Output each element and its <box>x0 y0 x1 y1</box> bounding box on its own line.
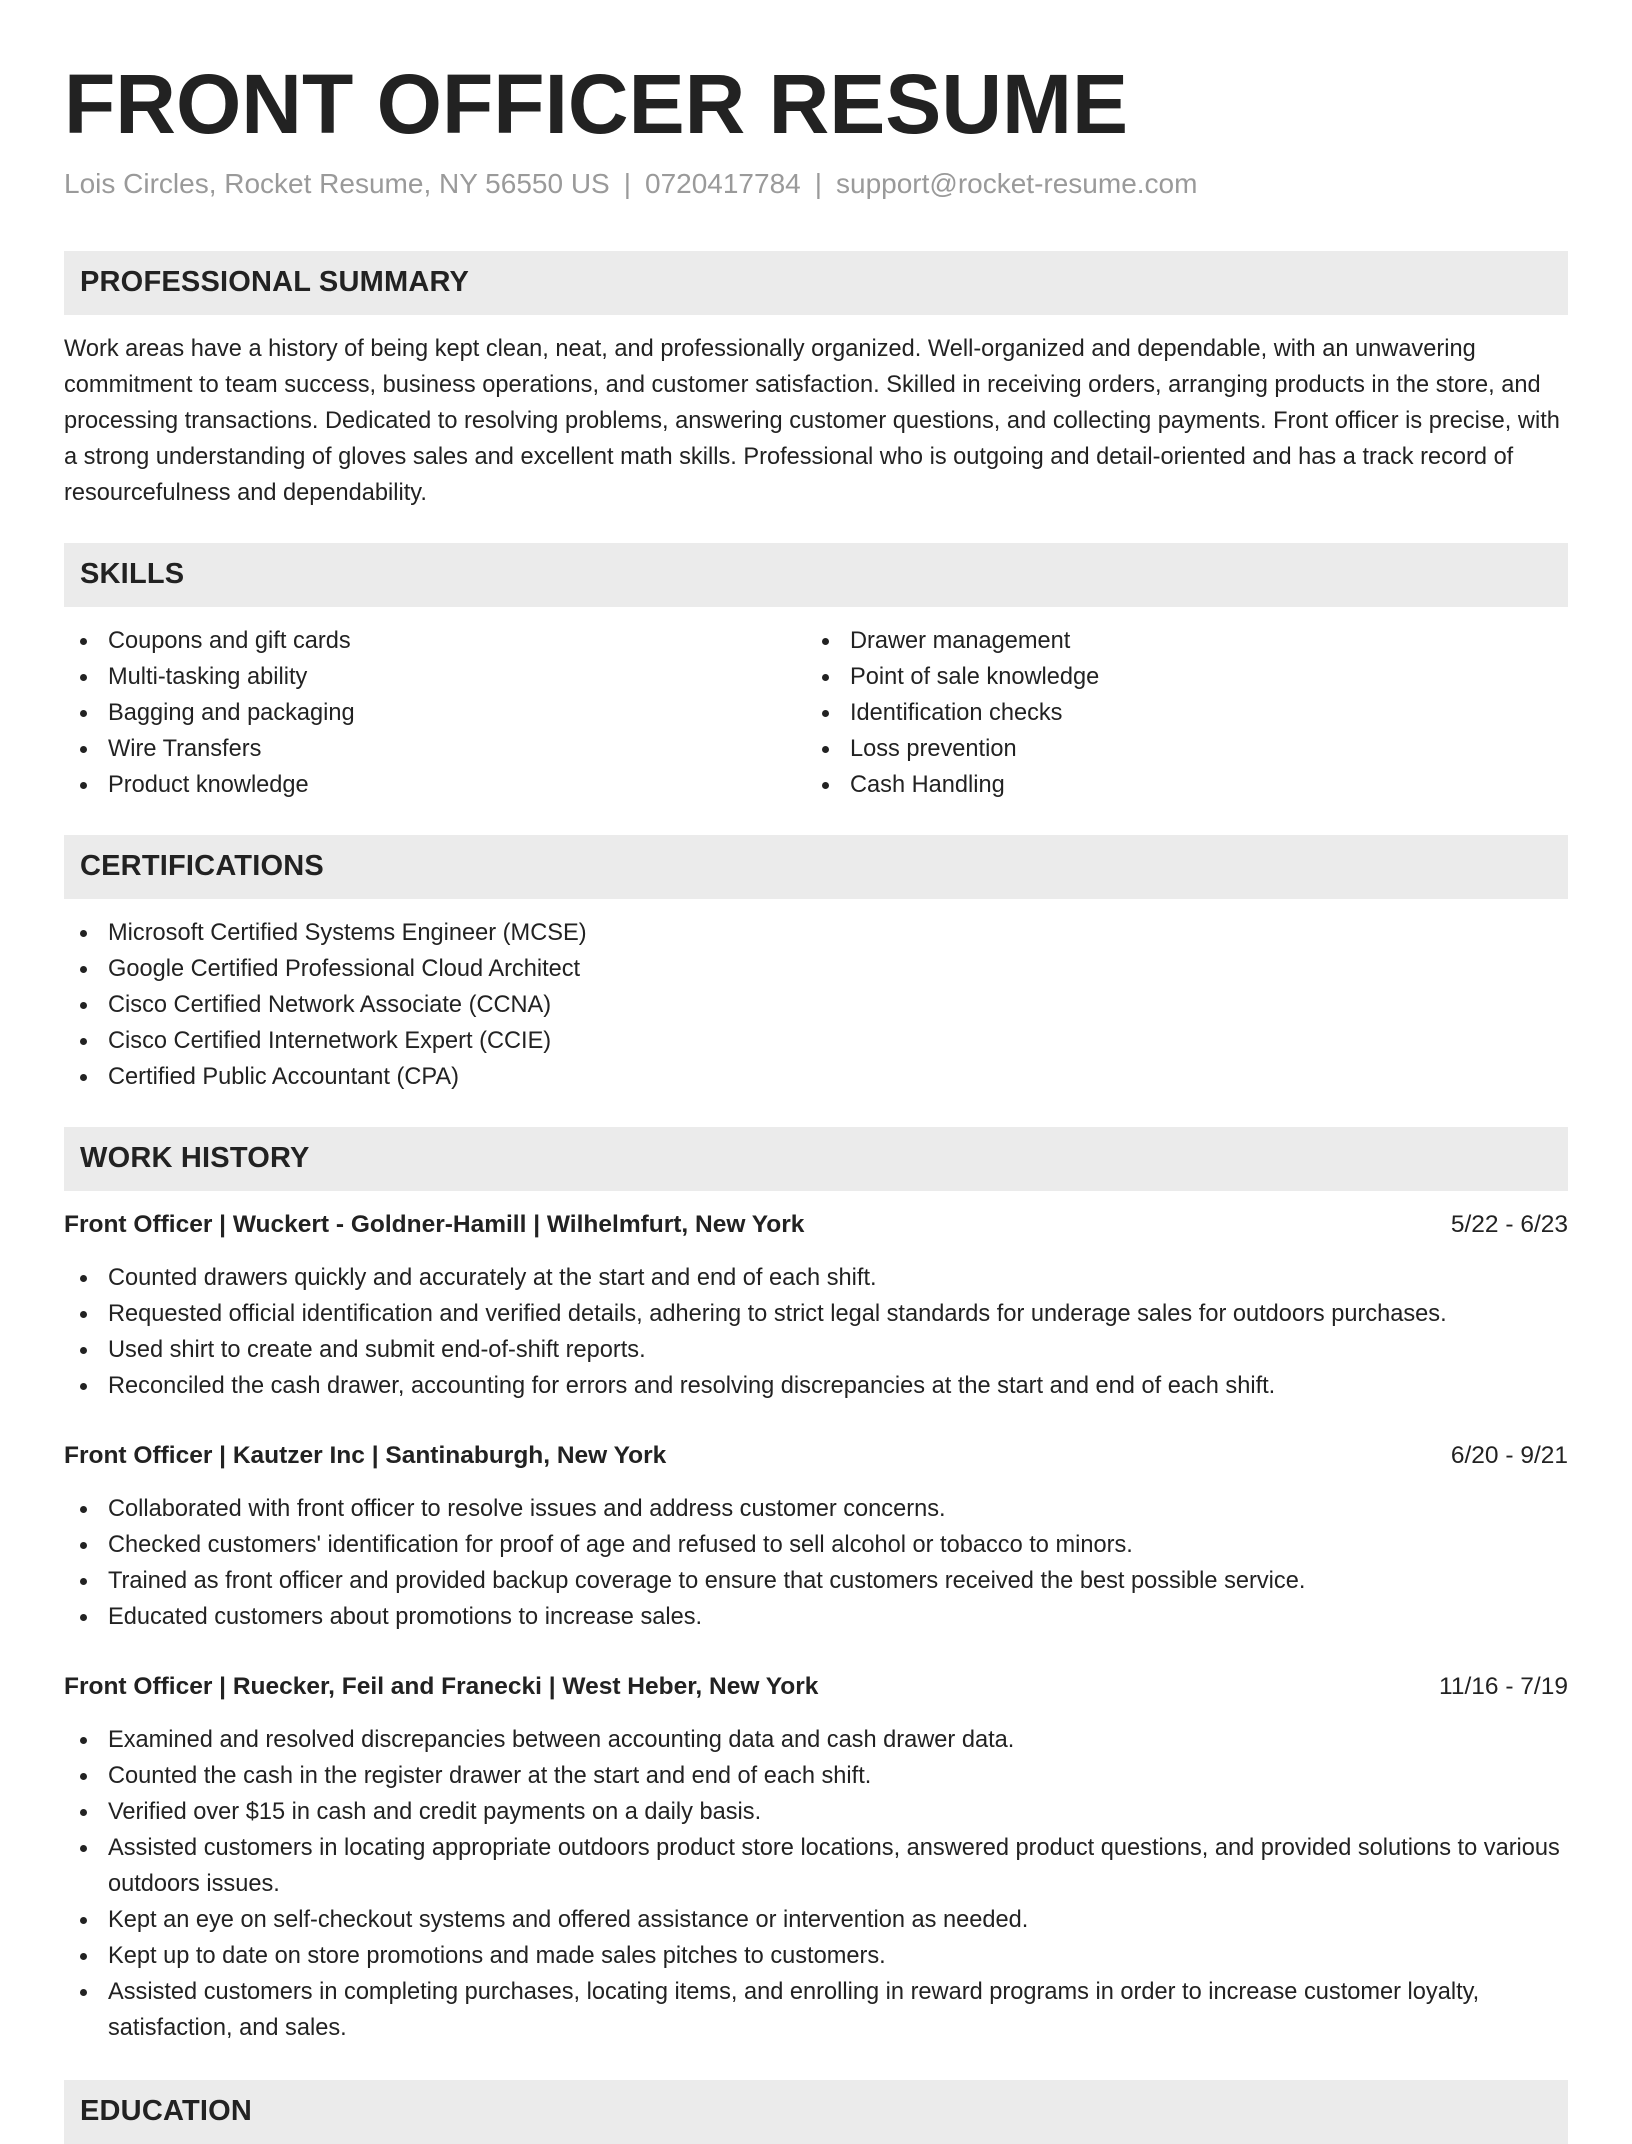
job-dates: 11/16 - 7/19 <box>1439 1672 1568 1700</box>
bullet-icon <box>80 1542 87 1549</box>
bullet-icon <box>822 782 829 789</box>
section-header-summary: PROFESSIONAL SUMMARY <box>64 251 1568 315</box>
job-title: Front Officer | Kautzer Inc | Santinaburgh, New York <box>64 1441 667 1469</box>
job-duty-text: Kept an eye on self-checkout systems and offered assistance or intervention as needed. <box>108 1906 1029 1933</box>
job-title: Front Officer | Wuckert - Goldner-Hamill | Wilhelmfurt, New York <box>64 1210 805 1238</box>
job-header <box>64 1669 1568 1705</box>
bullet-icon <box>80 1383 87 1390</box>
job-duty <box>64 1722 1568 1758</box>
bullet-icon <box>80 782 87 789</box>
bullet-icon <box>822 746 829 753</box>
job-duty <box>64 1296 1568 1332</box>
resume-page <box>64 0 1568 2144</box>
job-duty-text: Kept up to date on store promotions and made sales pitches to customers. <box>108 1942 886 1969</box>
bullet-icon <box>80 746 87 753</box>
bullet-icon <box>80 1347 87 1354</box>
skill-item <box>806 623 1548 659</box>
contact-separator: | <box>814 168 823 199</box>
job-entry <box>64 1438 1568 1635</box>
skills-list <box>64 623 1568 803</box>
skill-item <box>64 659 806 695</box>
bullet-icon <box>80 1953 87 1960</box>
bullet-icon <box>80 1578 87 1585</box>
contact-phone: 0720417784 <box>645 168 801 199</box>
job-duty <box>64 1938 1568 1974</box>
bullet-icon <box>80 1845 87 1852</box>
skill-item-text: Identification checks <box>850 699 1063 726</box>
job-duty-text: Assisted customers in locating appropriate outdoors product store locations, answered product questions, and provided solutions to various outdoors issues. <box>108 1834 1560 1897</box>
bullet-icon <box>80 1917 87 1924</box>
skill-item <box>806 731 1548 767</box>
skill-item-text: Wire Transfers <box>108 735 262 762</box>
section-header-skills: SKILLS <box>64 543 1568 607</box>
skills-column-right <box>806 623 1548 803</box>
job-duty-text: Trained as front officer and provided backup coverage to ensure that customers received the best possible service. <box>108 1567 1306 1594</box>
bullet-icon <box>80 638 87 645</box>
resume-title: FRONT OFFICER RESUME <box>64 57 1128 151</box>
section-header-work-history: WORK HISTORY <box>64 1127 1568 1191</box>
job-duty <box>64 1974 1568 2046</box>
skill-item-text: Drawer management <box>850 627 1071 654</box>
bullet-icon <box>80 1773 87 1780</box>
skill-item <box>64 695 806 731</box>
certifications-list <box>64 915 1568 1095</box>
bullet-icon <box>822 638 829 645</box>
skill-item <box>806 659 1548 695</box>
job-duty-text: Checked customers' identification for proof of age and refused to sell alcohol or tobacco to minors. <box>108 1531 1133 1558</box>
bullet-icon <box>80 1038 87 1045</box>
job-entry <box>64 1207 1568 1404</box>
bullet-icon <box>80 1311 87 1318</box>
job-duty-text: Counted drawers quickly and accurately at the start and end of each shift. <box>108 1264 877 1291</box>
certification-item <box>64 1059 1568 1095</box>
certification-item-text: Cisco Certified Internetwork Expert (CCIE) <box>108 1027 552 1054</box>
job-duties <box>64 1491 1568 1635</box>
job-duty <box>64 1794 1568 1830</box>
skill-item-text: Multi-tasking ability <box>108 663 308 690</box>
skills-column-left <box>64 623 806 803</box>
job-header <box>64 1438 1568 1474</box>
section-header-education: EDUCATION <box>64 2080 1568 2144</box>
job-duty-text: Collaborated with front officer to resolve issues and address customer concerns. <box>108 1495 946 1522</box>
bullet-icon <box>80 930 87 937</box>
contact-address: Lois Circles, Rocket Resume, NY 56550 US <box>64 168 610 199</box>
job-duty-text: Counted the cash in the register drawer at the start and end of each shift. <box>108 1762 872 1789</box>
job-duty <box>64 1332 1568 1368</box>
skill-item-text: Cash Handling <box>850 771 1005 798</box>
skill-item-text: Product knowledge <box>108 771 309 798</box>
skill-item-text: Loss prevention <box>850 735 1017 762</box>
skill-item <box>806 767 1548 803</box>
certification-item-text: Google Certified Professional Cloud Architect <box>108 955 581 982</box>
contact-email: support@rocket-resume.com <box>836 168 1198 199</box>
job-entry <box>64 1669 1568 2046</box>
bullet-icon <box>80 1506 87 1513</box>
job-duty <box>64 1758 1568 1794</box>
job-duty <box>64 1491 1568 1527</box>
bullet-icon <box>80 1275 87 1282</box>
job-duty-text: Verified over $15 in cash and credit payments on a daily basis. <box>108 1798 762 1825</box>
job-duty-text: Examined and resolved discrepancies between accounting data and cash drawer data. <box>108 1726 1015 1753</box>
certification-item <box>64 1023 1568 1059</box>
job-duty-text: Requested official identification and verified details, adhering to strict legal standards for underage sales for outdoors purchases. <box>108 1300 1447 1327</box>
skill-item-text: Bagging and packaging <box>108 699 355 726</box>
job-duty <box>64 1902 1568 1938</box>
bullet-icon <box>80 1737 87 1744</box>
job-title: Front Officer | Ruecker, Feil and Franecki | West Heber, New York <box>64 1672 819 1700</box>
bullet-icon <box>80 1809 87 1816</box>
certification-item <box>64 915 1568 951</box>
skill-item <box>64 623 806 659</box>
job-duty-text: Used shirt to create and submit end-of-shift reports. <box>108 1336 646 1363</box>
certification-item-text: Cisco Certified Network Associate (CCNA) <box>108 991 552 1018</box>
certification-item <box>64 987 1568 1023</box>
bullet-icon <box>80 1002 87 1009</box>
certification-item-text: Certified Public Accountant (CPA) <box>108 1063 460 1090</box>
certification-item-text: Microsoft Certified Systems Engineer (MCSE) <box>108 919 587 946</box>
bullet-icon <box>822 710 829 717</box>
job-duty <box>64 1563 1568 1599</box>
job-duties <box>64 1722 1568 2046</box>
skill-item-text: Point of sale knowledge <box>850 663 1100 690</box>
skill-item <box>64 731 806 767</box>
job-duty <box>64 1527 1568 1563</box>
bullet-icon <box>80 1074 87 1081</box>
skill-item-text: Coupons and gift cards <box>108 627 351 654</box>
work-history-list <box>64 1207 1568 2046</box>
job-duty <box>64 1260 1568 1296</box>
skill-item <box>64 767 806 803</box>
bullet-icon <box>80 1989 87 1996</box>
certification-item <box>64 951 1568 987</box>
job-dates: 5/22 - 6/23 <box>1450 1210 1568 1238</box>
job-duty <box>64 1599 1568 1635</box>
job-duty-text: Reconciled the cash drawer, accounting for errors and resolving discrepancies at the start and end of each shift. <box>108 1372 1276 1399</box>
summary-text: Work areas have a history of being kept clean, neat, and professionally organized. Well-organized and dependable, with an unwavering commitment to team success, business operations, and customer satisfaction. Skilled in receiving orders, arranging products in the store, and processing transactions. Dedicated to resolving problems, answering customer questions, and collecting payments. Front officer is precise, with a strong understanding of gloves sales and excellent math skills. Professional who is outgoing and detail-oriented and has a track record of resourcefulness and dependability. <box>64 335 1560 506</box>
contact-line <box>64 167 1568 201</box>
skill-item <box>806 695 1548 731</box>
bullet-icon <box>80 1614 87 1621</box>
contact-separator: | <box>623 168 631 199</box>
bullet-icon <box>80 966 87 973</box>
job-duty <box>64 1830 1568 1902</box>
job-duty <box>64 1368 1568 1404</box>
job-duty-text: Educated customers about promotions to increase sales. <box>108 1603 703 1630</box>
section-header-certifications: CERTIFICATIONS <box>64 835 1568 899</box>
job-duty-text: Assisted customers in completing purchases, locating items, and enrolling in reward programs in order to increase customer loyalty, satisfaction, and sales. <box>108 1978 1480 2041</box>
job-dates: 6/20 - 9/21 <box>1450 1441 1568 1469</box>
bullet-icon <box>80 710 87 717</box>
job-header <box>64 1207 1568 1243</box>
job-duties <box>64 1260 1568 1404</box>
bullet-icon <box>822 674 829 681</box>
bullet-icon <box>80 674 87 681</box>
